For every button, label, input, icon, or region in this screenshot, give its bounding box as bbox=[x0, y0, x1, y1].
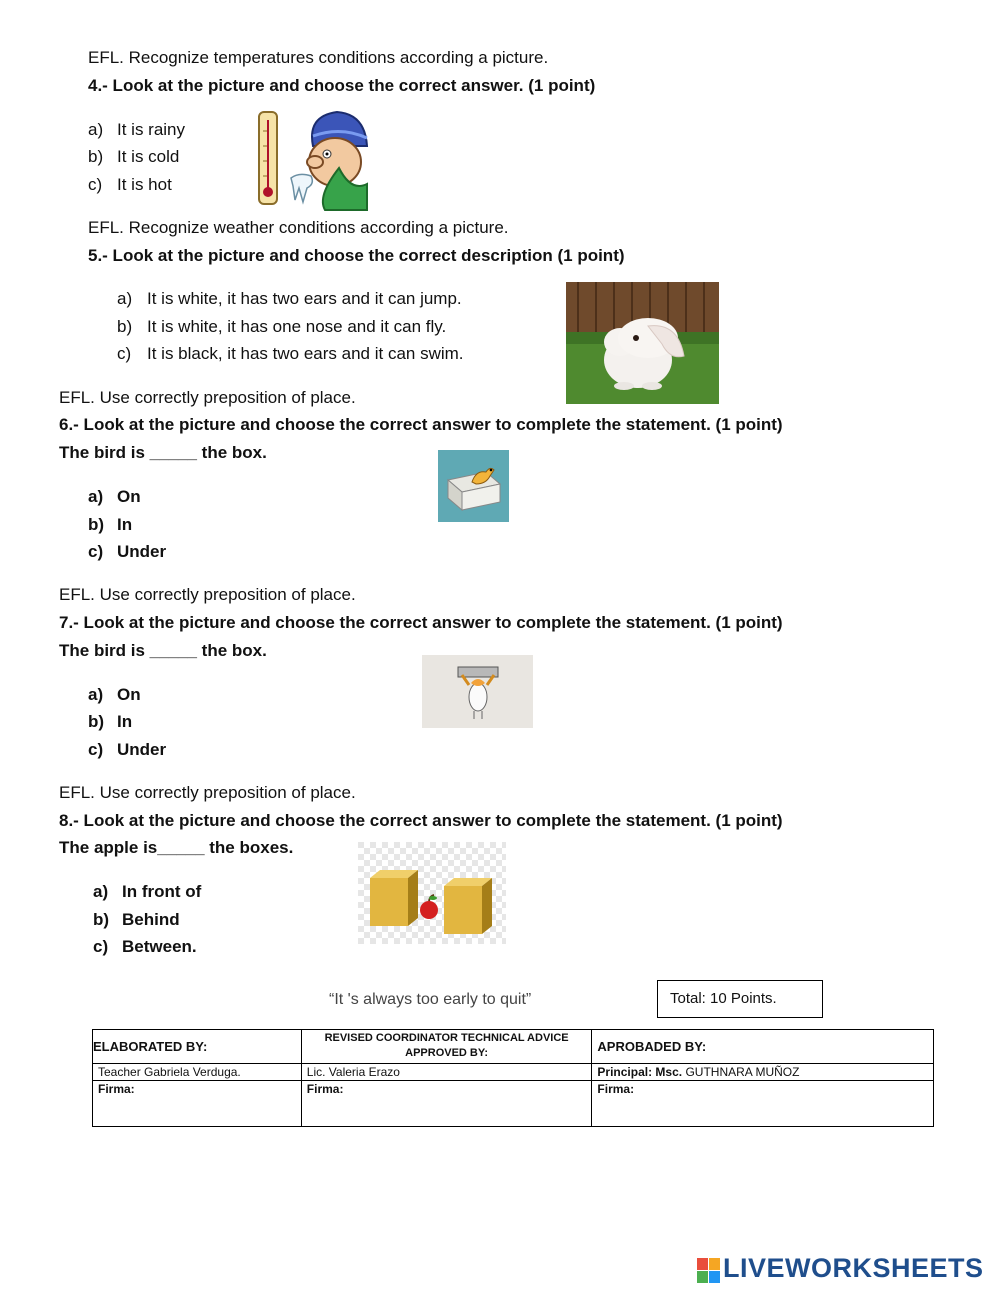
q5-efl: EFL. Recognize weather conditions according a picture. bbox=[88, 218, 509, 237]
q4-option-b[interactable]: b) It is cold bbox=[88, 147, 180, 166]
q4-title: 4.- Look at the picture and choose the correct answer. (1 point) bbox=[88, 76, 596, 95]
q7-option-b[interactable]: b) In bbox=[88, 712, 133, 731]
bird-in-box-image bbox=[438, 450, 509, 522]
q8-option-b[interactable]: b) Behind bbox=[93, 910, 180, 929]
elaborated-by-label: ELABORATED BY: bbox=[93, 1030, 302, 1064]
motivational-quote: “It 's always too early to quit” bbox=[329, 991, 532, 1008]
white-rabbit-image bbox=[566, 282, 719, 404]
firma-revised: Firma: bbox=[301, 1081, 592, 1127]
cold-man-thermometer-image bbox=[255, 106, 373, 212]
total-points-box: Total: 10 Points. bbox=[657, 980, 823, 1018]
q6-option-b[interactable]: b) In bbox=[88, 515, 133, 534]
firma-elaborated: Firma: bbox=[93, 1081, 302, 1127]
principal-label: Principal: Msc. bbox=[597, 1065, 683, 1079]
approved-by-label: APPROVED BY: bbox=[405, 1047, 489, 1059]
elaborated-by-name: Teacher Gabriela Verduga. bbox=[93, 1064, 302, 1081]
q6-efl: EFL. Use correctly preposition of place. bbox=[59, 388, 356, 407]
logo-text: LIVEWORKSHEETS bbox=[723, 1253, 984, 1283]
q6-option-a[interactable]: a) On bbox=[88, 487, 141, 506]
q6-title: 6.- Look at the picture and choose the correct answer to complete the statement. (1 point) bbox=[59, 415, 783, 434]
q4-option-c[interactable]: c) It is hot bbox=[88, 175, 172, 194]
q5-option-b[interactable]: b) It is white, it has one nose and it can fly. bbox=[117, 317, 447, 336]
q4-efl: EFL. Recognize temperatures conditions according a picture. bbox=[88, 48, 549, 67]
firma-approved: Firma: bbox=[592, 1081, 934, 1127]
revised-by-name: Lic. Valeria Erazo bbox=[301, 1064, 592, 1081]
logo-blocks-icon bbox=[697, 1258, 721, 1284]
apple-between-boxes-image bbox=[358, 842, 506, 944]
principal-name-cell bbox=[592, 1064, 934, 1081]
aprobaded-by-label: APROBADED BY: bbox=[592, 1030, 934, 1064]
q7-title: 7.- Look at the picture and choose the correct answer to complete the statement. (1 point) bbox=[59, 613, 783, 632]
revised-by-label bbox=[301, 1030, 592, 1064]
q7-option-c[interactable]: c) Under bbox=[88, 740, 167, 759]
q8-efl: EFL. Use correctly preposition of place. bbox=[59, 783, 356, 802]
signature-table bbox=[92, 1029, 934, 1127]
q7-statement: The bird is _____ the box. bbox=[59, 641, 267, 660]
q8-option-a[interactable]: a) In front of bbox=[93, 882, 202, 901]
q7-option-a[interactable]: a) On bbox=[88, 685, 141, 704]
principal-name: GUTHNARA MUÑOZ bbox=[682, 1065, 800, 1079]
q7-efl: EFL. Use correctly preposition of place. bbox=[59, 585, 356, 604]
q8-title: 8.- Look at the picture and choose the correct answer to complete the statement. (1 point) bbox=[59, 811, 783, 830]
bird-under-box-image bbox=[422, 655, 533, 728]
q8-option-c[interactable]: c) Between. bbox=[93, 937, 197, 956]
q5-title: 5.- Look at the picture and choose the correct description (1 point) bbox=[88, 246, 625, 265]
q5-option-a[interactable]: a) It is white, it has two ears and it can jump. bbox=[117, 289, 462, 308]
q4-option-a[interactable]: a) It is rainy bbox=[88, 120, 186, 139]
q6-statement: The bird is _____ the box. bbox=[59, 443, 267, 462]
q8-statement: The apple is_____ the boxes. bbox=[59, 838, 294, 857]
revised-coordinator-label: REVISED COORDINATOR TECHNICAL ADVICE bbox=[324, 1032, 569, 1044]
q5-option-c[interactable]: c) It is black, it has two ears and it can swim. bbox=[117, 344, 464, 363]
q6-option-c[interactable]: c) Under bbox=[88, 542, 167, 561]
